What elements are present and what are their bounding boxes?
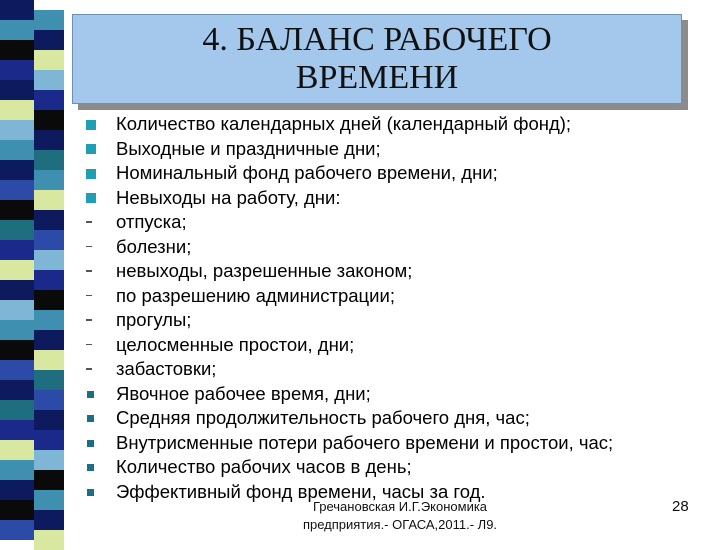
stripe-block	[0, 520, 34, 540]
slide-title-box	[72, 14, 682, 104]
stripe-block	[34, 10, 64, 30]
dash-bullet-icon	[84, 259, 108, 284]
stripe-block	[34, 330, 64, 350]
stripe-block	[34, 270, 64, 290]
list-item	[84, 210, 704, 235]
list-item	[84, 333, 704, 358]
stripe-block	[0, 440, 34, 460]
stripe-block	[0, 320, 34, 340]
list-item	[84, 308, 704, 333]
stripe-block	[0, 500, 34, 520]
square-bullet-icon	[84, 186, 108, 211]
list-item	[84, 161, 704, 186]
stripe-block	[34, 310, 64, 330]
stripe-block	[34, 450, 64, 470]
stripe-block	[34, 430, 64, 450]
footer-citation	[260, 498, 540, 534]
stripe-block	[34, 30, 64, 50]
list-item-text: Количество рабочих часов в день;	[116, 456, 412, 477]
list-item-text: болезни;	[116, 235, 192, 257]
stripe-block	[0, 80, 34, 100]
stripe-block	[0, 180, 34, 200]
stripe-block	[34, 350, 64, 370]
list-item	[84, 382, 704, 407]
stripe-block	[34, 170, 64, 190]
bullet-list	[84, 112, 704, 504]
stripe-block	[0, 160, 34, 180]
slide-title-line-1: 4. БАЛАНС РАБОЧЕГО	[202, 21, 552, 58]
stripe-block	[0, 480, 34, 500]
stripe-block	[34, 70, 64, 90]
list-item-text: Эффективный фонд времени, часы за год.	[116, 480, 486, 502]
list-item	[84, 406, 704, 431]
list-item-text: Количество календарных дней (календарный фонд);	[116, 113, 572, 134]
slide-title-line-2: ВРЕМЕНИ	[295, 59, 459, 96]
page-number: 28	[672, 498, 689, 515]
dash-bullet-icon	[84, 357, 108, 382]
list-item	[84, 137, 704, 162]
list-item-text: по разрешению администрации;	[116, 284, 395, 306]
small-square-bullet-icon	[84, 455, 108, 480]
footer-line-1: Гречановская И.Г.Экономика	[312, 499, 488, 514]
stripe-block	[0, 380, 34, 400]
footer-line-2: предприятия.- ОГАСА,2011.- Л9.	[302, 517, 498, 532]
list-item-text: Номинальный фонд рабочего времени, дни;	[116, 162, 498, 183]
stripe-block	[34, 470, 64, 490]
list-item-text: Невыходы на работу, дни:	[116, 186, 341, 208]
stripe-block	[34, 390, 64, 410]
square-bullet-icon	[84, 112, 108, 137]
stripe-block	[0, 140, 34, 160]
stripe-block	[0, 300, 34, 320]
list-item-text: целосменные простои, дни;	[116, 333, 355, 355]
stripe-block	[34, 190, 64, 210]
stripe-block	[0, 40, 34, 60]
stripe-block	[0, 360, 34, 380]
stripe-block	[0, 260, 34, 280]
stripe-block	[0, 60, 34, 80]
list-item-text: Средняя продолжительность рабочего дня, час;	[116, 407, 530, 428]
small-square-bullet-icon	[84, 382, 108, 407]
list-item	[84, 431, 704, 456]
small-square-bullet-icon	[84, 431, 108, 456]
stripe-block	[0, 420, 34, 440]
stripe-block	[34, 210, 64, 230]
stripe-block	[0, 340, 34, 360]
stripe-block	[0, 200, 34, 220]
stripe-block	[0, 120, 34, 140]
dash-bullet-icon	[84, 308, 108, 333]
dash-bullet-icon	[84, 333, 108, 358]
list-item-text: Явочное рабочее время, дни;	[116, 382, 371, 404]
stripe-block	[0, 220, 34, 240]
stripe-block	[34, 130, 64, 150]
dash-bullet-icon	[84, 235, 108, 260]
square-bullet-icon	[84, 137, 108, 162]
square-bullet-icon	[84, 161, 108, 186]
stripe-block	[0, 280, 34, 300]
stripe-block	[0, 400, 34, 420]
list-item	[84, 284, 704, 309]
list-item-text: невыходы, разрешенные законом;	[116, 260, 413, 281]
stripe-block	[34, 90, 64, 110]
list-item-text: отпуска;	[116, 211, 187, 232]
stripe-block	[34, 510, 64, 530]
stripe-block	[34, 110, 64, 130]
list-item-text: Выходные и праздничные дни;	[116, 137, 381, 159]
list-item	[84, 357, 704, 382]
list-item	[84, 235, 704, 260]
dash-bullet-icon	[84, 210, 108, 235]
list-item	[84, 186, 704, 211]
stripe-block	[34, 250, 64, 270]
stripe-block	[34, 230, 64, 250]
stripe-block	[34, 150, 64, 170]
decorative-stripe	[0, 0, 64, 540]
dash-bullet-icon	[84, 284, 108, 309]
list-item-text: Внутрисменные потери рабочего времени и простои, час;	[116, 431, 614, 453]
list-item-text: забастовки;	[116, 358, 217, 379]
stripe-block	[34, 530, 64, 550]
stripe-block	[0, 240, 34, 260]
small-square-bullet-icon	[84, 406, 108, 431]
list-item-text: прогулы;	[116, 309, 192, 330]
list-item	[84, 259, 704, 284]
stripe-block	[34, 490, 64, 510]
list-item	[84, 112, 704, 137]
list-item	[84, 455, 704, 480]
stripe-block	[34, 410, 64, 430]
stripe-block	[34, 370, 64, 390]
stripe-block	[0, 20, 34, 40]
stripe-block	[0, 0, 34, 20]
stripe-block	[34, 290, 64, 310]
small-square-bullet-icon	[84, 480, 108, 505]
stripe-block	[0, 460, 34, 480]
stripe-block	[0, 100, 34, 120]
stripe-block	[34, 50, 64, 70]
